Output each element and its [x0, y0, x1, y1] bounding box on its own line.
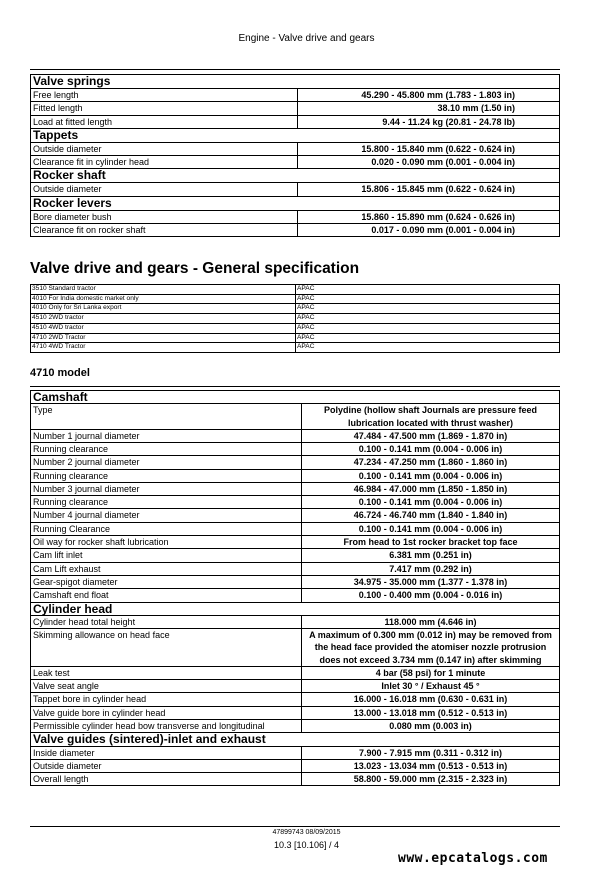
applicability-row: [31, 323, 560, 333]
table-row: [31, 629, 560, 667]
footer-doc-ref: 47899743 08/09/2015: [272, 829, 341, 836]
spec-value: 13.023 - 13.034 mm (0.513 - 0.513 in): [302, 759, 560, 772]
spec-value: 47.234 - 47.250 mm (1.860 - 1.860 in): [302, 456, 560, 469]
table-row: [31, 443, 560, 456]
spec-value: 0.020 - 0.090 mm (0.001 - 0.004 in): [298, 156, 560, 169]
applicability-row: [31, 285, 560, 295]
table-row: [31, 615, 560, 628]
section-title: Rocker shaft: [31, 169, 560, 183]
table-row: [31, 522, 560, 535]
section-header-row: [31, 391, 560, 404]
spec-value: 7.417 mm (0.292 in): [302, 562, 560, 575]
spec-value: Polydine (hollow shaft Journals are pressure feed lubrication located with thrust washer): [302, 404, 560, 429]
spec-label: Skimming allowance on head face: [31, 629, 302, 667]
region-code: APAC: [296, 285, 560, 295]
table-row: [31, 456, 560, 469]
spec-value: 15.860 - 15.890 mm (0.624 - 0.626 in): [298, 210, 560, 223]
spec-value: 0.100 - 0.141 mm (0.004 - 0.006 in): [302, 496, 560, 509]
spec-value: 4 bar (58 psi) for 1 minute: [302, 666, 560, 679]
table-row: [31, 575, 560, 588]
section-header-row: [31, 733, 560, 746]
table-row: [31, 404, 560, 429]
model-name: 3510 Standard tractor: [31, 285, 296, 295]
section-title: Tappets: [31, 128, 560, 142]
spec-label: Number 2 journal diameter: [31, 456, 302, 469]
spec-label: Tappet bore in cylinder head: [31, 693, 302, 706]
spec-value: 45.290 - 45.800 mm (1.783 - 1.803 in): [298, 89, 560, 102]
table-row: [31, 589, 560, 602]
region-code: APAC: [296, 304, 560, 314]
spec-label: Load at fitted length: [31, 115, 298, 128]
model-name: 4510 2WD tractor: [31, 314, 296, 324]
page-header-title: Engine - Valve drive and gears: [238, 33, 375, 44]
spec-label: Valve seat angle: [31, 680, 302, 693]
table-row: [31, 773, 560, 786]
spec-value: 34.975 - 35.000 mm (1.377 - 1.378 in): [302, 575, 560, 588]
spec-label: Clearance fit in cylinder head: [31, 156, 298, 169]
spec-label: Oil way for rocker shaft lubrication: [31, 536, 302, 549]
applicability-row: [31, 304, 560, 314]
model-name: 4010 For India domestic market only: [31, 294, 296, 304]
spec-label: Running Clearance: [31, 522, 302, 535]
spec-value: 0.100 - 0.141 mm (0.004 - 0.006 in): [302, 522, 560, 535]
table-row: [31, 156, 560, 169]
model-name: 4510 4WD tractor: [31, 323, 296, 333]
spec-value: Inlet 30 ° / Exhaust 45 °: [302, 680, 560, 693]
model-heading: 4710 model: [30, 367, 90, 379]
spec-label: Fitted length: [31, 102, 298, 115]
spec-label: Gear-spigot diameter: [31, 575, 302, 588]
section-header-row: [31, 169, 560, 183]
table-row: [31, 680, 560, 693]
spec-value: 118.000 mm (4.646 in): [302, 615, 560, 628]
model-name: 4710 2WD Tractor: [31, 333, 296, 343]
table-row: [31, 719, 560, 732]
spec-label: Leak test: [31, 666, 302, 679]
spec-value: 13.000 - 13.018 mm (0.512 - 0.513 in): [302, 706, 560, 719]
table-row: [31, 142, 560, 155]
spec-value: 9.44 - 11.24 kg (20.81 - 24.78 lb): [298, 115, 560, 128]
model-name: 4710 4WD Tractor: [31, 343, 296, 353]
applicability-row: [31, 314, 560, 324]
table-row: [31, 549, 560, 562]
table-row: [31, 183, 560, 196]
section-header-row: [31, 602, 560, 615]
applicability-row: [31, 343, 560, 353]
spec-label: Running clearance: [31, 443, 302, 456]
spec-value: 58.800 - 59.000 mm (2.315 - 2.323 in): [302, 773, 560, 786]
table-row: [31, 469, 560, 482]
region-code: APAC: [296, 294, 560, 304]
spec-label: Clearance fit on rocker shaft: [31, 224, 298, 237]
spec-label: Outside diameter: [31, 183, 298, 196]
section-header-row: [31, 196, 560, 210]
spec-value: 0.100 - 0.400 mm (0.004 - 0.016 in): [302, 589, 560, 602]
table-row: [31, 509, 560, 522]
spec-label: Valve guide bore in cylinder head: [31, 706, 302, 719]
table-row: [31, 693, 560, 706]
footer-page-number: 10.3 [10.106] / 4: [273, 840, 340, 850]
top-rule: [30, 69, 560, 70]
spec-value: 15.800 - 15.840 mm (0.622 - 0.624 in): [298, 142, 560, 155]
spec-value: 0.100 - 0.141 mm (0.004 - 0.006 in): [302, 443, 560, 456]
section-header-row: [31, 128, 560, 142]
spec-value: 6.381 mm (0.251 in): [302, 549, 560, 562]
spec-value: 46.984 - 47.000 mm (1.850 - 1.850 in): [302, 482, 560, 495]
table-row: [31, 746, 560, 759]
spec-label: Running clearance: [31, 496, 302, 509]
valve-springs-table: [30, 74, 560, 237]
spec-label: Free length: [31, 89, 298, 102]
footer-rule: [30, 826, 560, 827]
table-row: [31, 482, 560, 495]
table-row: [31, 89, 560, 102]
table-row: [31, 666, 560, 679]
table-row: [31, 536, 560, 549]
spec-value: 0.080 mm (0.003 in): [302, 719, 560, 732]
spec-label: Overall length: [31, 773, 302, 786]
spec-value: 16.000 - 16.018 mm (0.630 - 0.631 in): [302, 693, 560, 706]
spec-label: Cylinder head total height: [31, 615, 302, 628]
table-row: [31, 115, 560, 128]
region-code: APAC: [296, 333, 560, 343]
spec-label: Number 1 journal diameter: [31, 429, 302, 442]
section-title: Rocker levers: [31, 196, 560, 210]
model-rule: [30, 386, 560, 387]
spec-label: Number 4 journal diameter: [31, 509, 302, 522]
section-title: Valve guides (sintered)-inlet and exhaust: [31, 733, 560, 746]
spec-value: A maximum of 0.300 mm (0.012 in) may be removed from the head face provided the atomiser nozzle protrusion does not exceed 3.734 mm (0.147 in) after skimming: [302, 629, 560, 667]
watermark-text: www.epcatalogs.com: [398, 851, 548, 866]
spec-label: Number 3 journal diameter: [31, 482, 302, 495]
spec-label: Type: [31, 404, 302, 429]
spec-value: 0.100 - 0.141 mm (0.004 - 0.006 in): [302, 469, 560, 482]
table-row: [31, 210, 560, 223]
table-row: [31, 429, 560, 442]
table-row: [31, 496, 560, 509]
region-code: APAC: [296, 343, 560, 353]
camshaft-spec-table: [30, 390, 560, 786]
spec-label: Outside diameter: [31, 142, 298, 155]
section-title: Valve springs: [31, 75, 560, 89]
spec-label: Running clearance: [31, 469, 302, 482]
spec-value: 7.900 - 7.915 mm (0.311 - 0.312 in): [302, 746, 560, 759]
table-row: [31, 562, 560, 575]
spec-label: Inside diameter: [31, 746, 302, 759]
region-code: APAC: [296, 323, 560, 333]
section-heading: Valve drive and gears - General specification: [30, 260, 360, 277]
spec-value: 38.10 mm (1.50 in): [298, 102, 560, 115]
spec-label: Permissible cylinder head bow transverse and longitudinal: [31, 719, 302, 732]
table-row: [31, 102, 560, 115]
spec-value: 47.484 - 47.500 mm (1.869 - 1.870 in): [302, 429, 560, 442]
applicability-table: [30, 284, 560, 353]
spec-label: Bore diameter bush: [31, 210, 298, 223]
spec-value: 46.724 - 46.740 mm (1.840 - 1.840 in): [302, 509, 560, 522]
spec-value: 15.806 - 15.845 mm (0.622 - 0.624 in): [298, 183, 560, 196]
table-row: [31, 759, 560, 772]
model-name: 4010 Only for Sri Lanka export: [31, 304, 296, 314]
spec-label: Cam lift inlet: [31, 549, 302, 562]
spec-label: Camshaft end float: [31, 589, 302, 602]
section-title: Cylinder head: [31, 602, 560, 615]
spec-value: 0.017 - 0.090 mm (0.001 - 0.004 in): [298, 224, 560, 237]
section-title: Camshaft: [31, 391, 560, 404]
table-row: [31, 706, 560, 719]
table-row: [31, 224, 560, 237]
section-header-row: [31, 75, 560, 89]
spec-label: Cam Lift exhaust: [31, 562, 302, 575]
spec-value: From head to 1st rocker bracket top face: [302, 536, 560, 549]
spec-label: Outside diameter: [31, 759, 302, 772]
applicability-row: [31, 333, 560, 343]
region-code: APAC: [296, 314, 560, 324]
applicability-row: [31, 294, 560, 304]
